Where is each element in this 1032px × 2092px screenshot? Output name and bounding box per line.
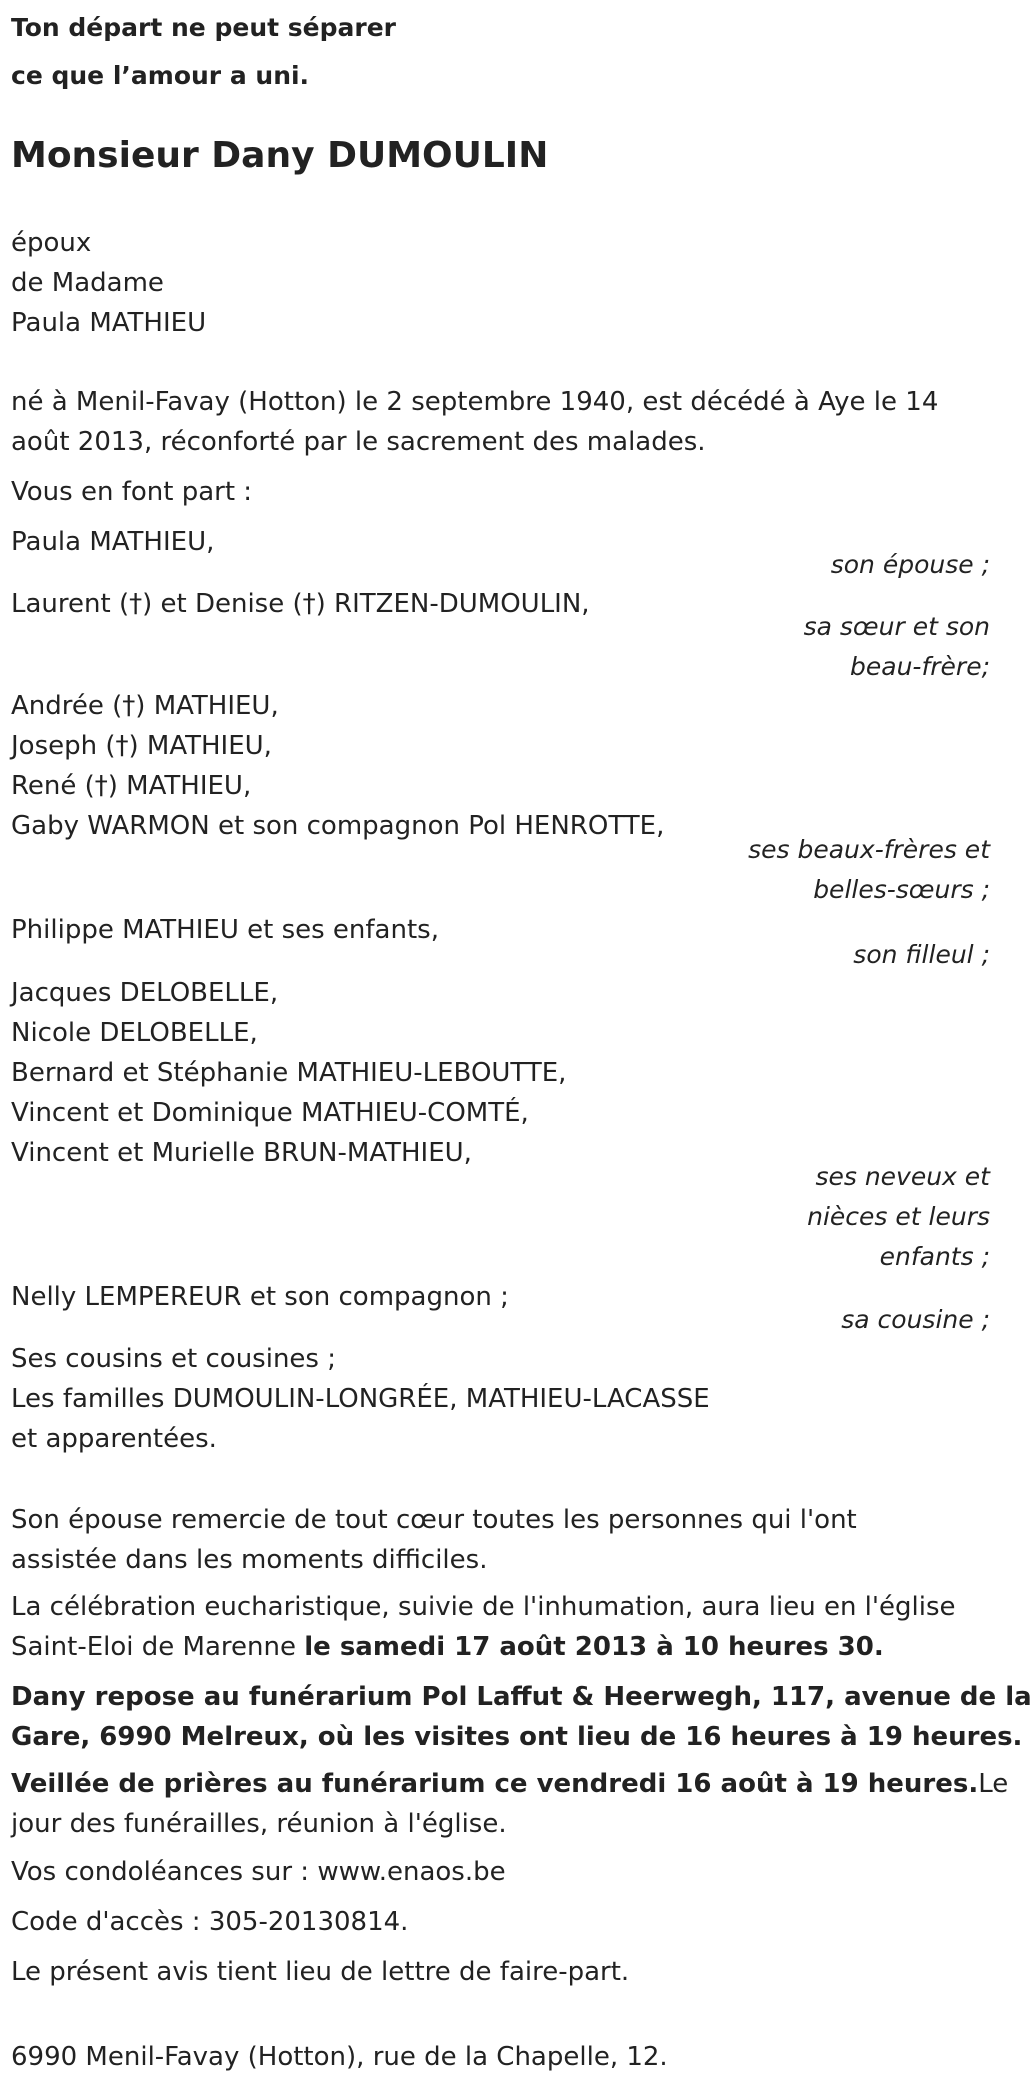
other-relatives	[11, 1339, 991, 1459]
epigraph	[11, 4, 991, 100]
family-names	[11, 686, 991, 846]
thanks-line: Son épouse remercie de tout cœur toutes les personnes qui l'ont	[11, 1505, 857, 1535]
family-name-line: René (†) MATHIEU,	[11, 771, 252, 801]
access-code-line: Code d'accès : 305-20130814.	[11, 1907, 409, 1937]
family-name-line: Laurent (†) et Denise (†) RITZEN-DUMOULIN,	[11, 589, 590, 619]
family-name-line: Nelly LEMPEREUR et son compagnon ;	[11, 1282, 509, 1312]
family-name-line: Vincent et Dominique MATHIEU-COMTÉ,	[11, 1098, 529, 1128]
family-name-line: Andrée (†) MATHIEU,	[11, 691, 279, 721]
epigraph-line: Ton départ ne peut séparer	[11, 13, 396, 42]
family-relation	[590, 607, 990, 687]
spouse-line: de Madame	[11, 268, 164, 298]
access-code-text	[11, 1902, 991, 1942]
ceremony-place: Saint-Eloi de Marenne	[11, 1632, 305, 1662]
thanks-line: assistée dans les moments difficiles.	[11, 1545, 488, 1575]
family-name-line: Philippe MATHIEU et ses enfants,	[11, 915, 439, 945]
birth-death-line: né à Menil-Favay (Hotton) le 2 septembre 1940, est décédé à Aye le 14	[11, 387, 939, 417]
relation-line: beau-frère;	[850, 652, 990, 681]
announce-text	[11, 472, 991, 512]
ceremony-line: La célébration eucharistique, suivie de l'inhumation, aura lieu en l'église	[11, 1592, 956, 1622]
family-name-line: Jacques DELOBELLE,	[11, 978, 279, 1008]
spouse-line: Paula MATHIEU	[11, 308, 207, 338]
relation-line: sa cousine ;	[841, 1305, 990, 1334]
family-relation	[590, 1300, 990, 1340]
family-name-line: Joseph (†) MATHIEU,	[11, 731, 272, 761]
vigil-line	[11, 1764, 1009, 1804]
condolences-text	[11, 1852, 991, 1892]
vigil-continuation: Le	[978, 1769, 1009, 1799]
family-name-line: Gaby WARMON et son compagnon Pol HENROTTE,	[11, 811, 665, 841]
funeral-home-line: Gare, 6990 Melreux, où les visites ont lieu de 16 heures à 19 heures.	[11, 1722, 1023, 1752]
family-relation	[590, 545, 990, 585]
family-relation	[590, 935, 990, 975]
relation-line: belles-sœurs ;	[813, 875, 990, 904]
family-name-line: Paula MATHIEU,	[11, 527, 215, 557]
deceased-name: Monsieur Dany DUMOULIN	[11, 135, 549, 176]
announce-line: Vous en font part :	[11, 477, 253, 507]
relation-line: sa sœur et son	[803, 612, 990, 641]
relation-line: son épouse ;	[830, 550, 990, 579]
family-names	[11, 973, 991, 1173]
relation-line: enfants ;	[879, 1242, 990, 1271]
epigraph-line: ce que l’amour a uni.	[11, 61, 310, 90]
notice-line: Le présent avis tient lieu de lettre de faire-part.	[11, 1957, 630, 1987]
family-name-line: Nicole DELOBELLE,	[11, 1018, 258, 1048]
family-relation	[590, 830, 990, 910]
birth-death-line: août 2013, réconforté par le sacrement des malades.	[11, 427, 706, 457]
other-relatives-line: Ses cousins et cousines ;	[11, 1344, 336, 1374]
ceremony-line	[11, 1627, 991, 1667]
condolences-line: Vos condoléances sur : www.enaos.be	[11, 1857, 506, 1887]
vigil-time: Veillée de prières au funérarium ce vendredi 16 août à 19 heures.	[11, 1769, 979, 1799]
ceremony-date: le samedi 17 août 2013 à 10 heures 30.	[304, 1632, 884, 1662]
thanks-text	[11, 1500, 991, 1580]
relation-line: ses beaux-frères et	[748, 835, 990, 864]
notice-text	[11, 1952, 991, 1992]
other-relatives-line: et apparentées.	[11, 1424, 217, 1454]
address-line: 6990 Menil-Favay (Hotton), rue de la Chapelle, 12.	[11, 2042, 668, 2072]
vigil-text	[11, 1764, 1009, 1844]
birth-death-text	[11, 382, 991, 462]
relation-line: ses neveux et	[815, 1162, 990, 1191]
family-name-line: Vincent et Murielle BRUN-MATHIEU,	[11, 1138, 472, 1168]
relation-line: nièces et leurs	[807, 1202, 990, 1231]
funeral-home-line: Dany repose au funérarium Pol Laffut & Heerwegh, 117, avenue de la	[11, 1682, 1032, 1712]
address-text	[11, 2037, 991, 2077]
vigil-line: jour des funérailles, réunion à l'église.	[11, 1809, 507, 1839]
spouse-line: époux	[11, 228, 92, 258]
ceremony-text	[11, 1587, 991, 1667]
other-relatives-line: Les familles DUMOULIN-LONGRÉE, MATHIEU-LACASSE	[11, 1384, 710, 1414]
funeral-home-text	[11, 1677, 1032, 1757]
family-relation	[590, 1157, 990, 1277]
relation-line: son filleul ;	[853, 940, 990, 969]
family-name-line: Bernard et Stéphanie MATHIEU-LEBOUTTE,	[11, 1058, 567, 1088]
spouse-block	[11, 223, 991, 343]
